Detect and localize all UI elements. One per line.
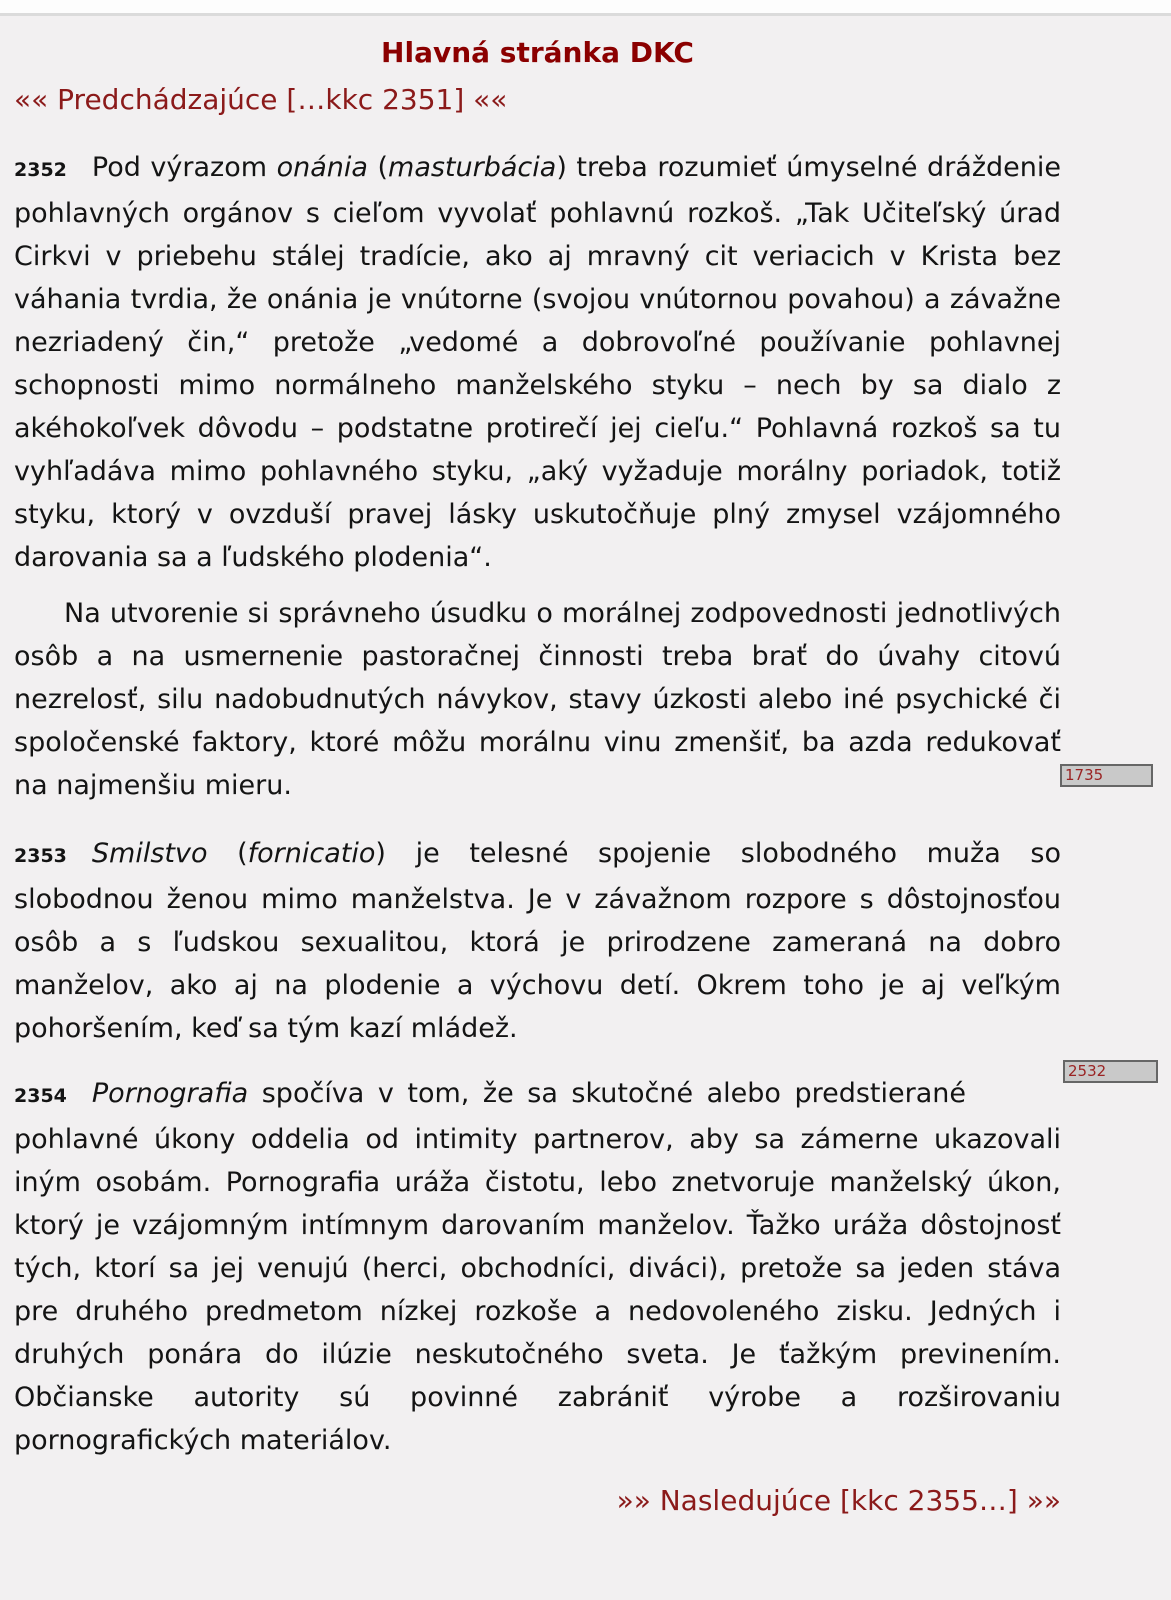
content-area — [0, 16, 1171, 1517]
prev-link[interactable]: «« Predchádzajúce […kkc 2351] «« — [14, 83, 508, 116]
paragraph-2352-continuation — [14, 592, 1104, 807]
paragraph-number-2352: 2352 — [14, 159, 67, 181]
paragraph-2354 — [14, 1062, 1107, 1462]
ref-2532-button[interactable]: 2532 — [1063, 1060, 1158, 1083]
paragraph-2352 — [14, 146, 1061, 579]
paragraph-2354-text: Pornografia spočíva v tom, že sa skutočné alebo predstierané pohlavné úkony oddelia od intimity partnerov, aby sa zámerne ukazovali iným osobám. Pornografia uráža čistotu, lebo znetvoruje manželský úkon, ktorý je vzájomným intímnym darovaním manželov. Ťažko uráža dôstojnosť tých, ktorí sa jej venujú (herci, obchodníci, diváci), pretože sa jeden stáva pre druhého predmetom nízkej rozkoše a nedovoleného zisku. Jedných i druhých ponára do ilúzie neskutočného sveta. Je ťažkým previnením. Občianske autority sú povinné zabrániť výrobe a rozširovaniu pornografických materiálov. — [14, 1078, 1061, 1456]
paragraph-2352-text: Pod výrazom onánia (masturbácia) treba rozumieť úmyselné dráždenie pohlavných orgánov s cieľom vyvolať pohlavnú rozkoš. „Tak Učiteľský úrad Cirkvi v priebehu stálej tradície, ako aj mravný cit veriacich v Krista bez váhania tvrdia, že onánia je vnútorne (svojou vnútornou povahou) a závažne nezriadený čin,“ pretože „vedomé a dobrovoľné používanie pohlavnej schopnosti mimo normálneho manželského styku – nech by sa dialo z akéhokoľvek dôvodu – podstatne protirečí jej cieľu.“ Pohlavná rozkoš sa tu vyhľadáva mimo pohlavného styku, „aký vyžaduje morálny poriadok, totiž styku, ktorý v ovzduší pravej lásky uskutočňuje plný zmysel vzájomného darovania sa a ľudského plodenia“. — [14, 152, 1061, 573]
paragraph-number-2353: 2353 — [14, 845, 67, 867]
paragraph-2352-continuation-text: Na utvorenie si správneho úsudku o morálnej zodpovednosti jednotlivých osôb a na usmernenie pastoračnej činnosti treba brať do úvahy citovú nezrelosť, silu nadobudnutých návykov, stavy úzkosti alebo iné psychické či spoločenské faktory, ktoré môžu morálnu vinu zmenšiť, ba azda redukovať na najmenšiu mieru. — [14, 598, 1061, 801]
paragraph-number-2354: 2354 — [14, 1085, 67, 1107]
ref-1735-button[interactable]: 1735 — [1060, 764, 1153, 787]
next-link[interactable]: »» Nasledujúce [kkc 2355…] »» — [616, 1484, 1061, 1517]
page-title-link[interactable]: Hlavná stránka DKC — [381, 36, 694, 69]
paragraph-2353 — [14, 832, 1061, 1050]
top-white-strip — [0, 0, 1171, 13]
paragraph-2353-text: Smilstvo (fornicatio) je telesné spojenie slobodného muža so slobodnou ženou mimo manželstva. Je v závažnom rozpore s dôstojnosťou osôb a s ľudskou sexualitou, ktorá je prirodzene zameraná na dobro manželov, ako aj na plodenie a výchovu detí. Okrem toho je aj veľkým pohoršením, keď sa tým kazí mládež. — [14, 838, 1061, 1044]
